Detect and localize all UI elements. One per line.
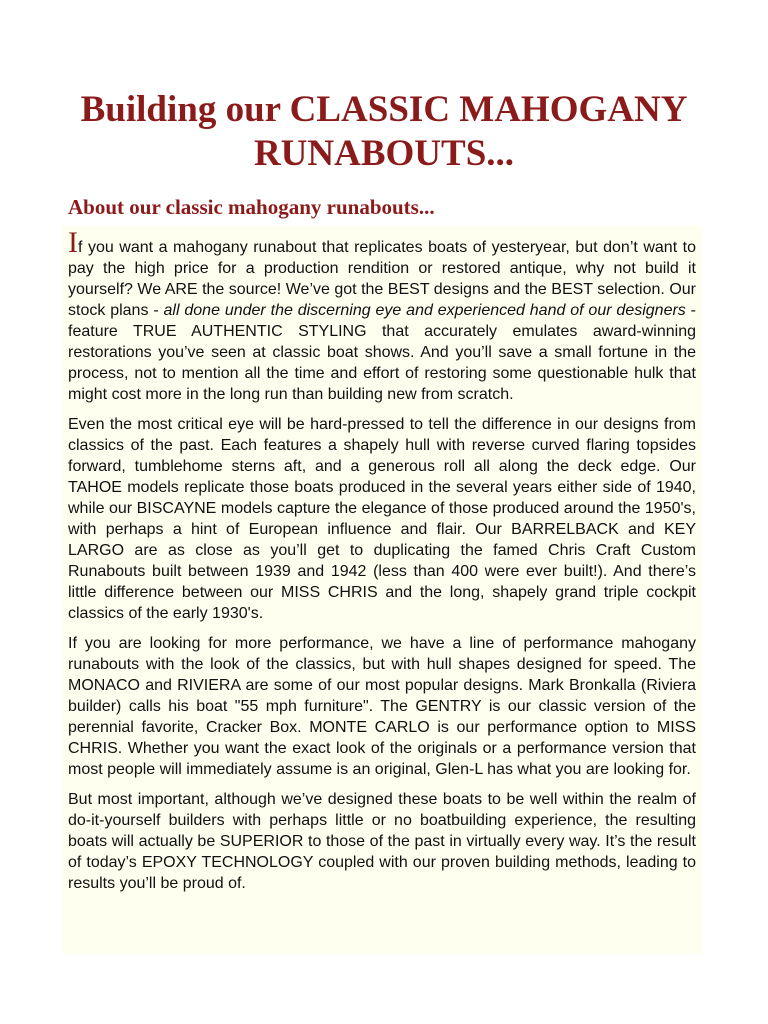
article-body [62, 226, 702, 954]
paragraph-intro-text-b: - feature TRUE AUTHENTIC STYLING that accurately emulates award-winning restorations you’ve seen at classic boat shows. And you’ll save a small fortune in the process, not to mention all the time and effort of restoring some questionable hulk that might cost more in the long run than building new from scratch. [68, 302, 696, 403]
paragraph-performance: If you are looking for more performance, we have a line of performance mahogany runabouts with the look of the classics, but with hull shapes designed for speed. The MONACO and RIVIERA are some of our most popular designs. Mark Bronkalla (Riviera builder) calls his boat "55 mph furniture". The GENTRY is our classic version of the perennial favorite, Cracker Box. MONTE CARLO is our performance option to MISS CHRIS. Whether you want the exact look of the originals or a performance version that most people will immediately assume is an original, Glen-L has what you are looking for. [68, 635, 696, 778]
paragraph-intro [68, 226, 696, 405]
paragraph-intro-emphasis: all done under the discerning eye and experienced hand of our designers [163, 302, 686, 319]
section-heading: About our classic mahogany runabouts... [68, 195, 435, 219]
paragraph-epoxy: But most important, although we’ve designed these boats to be well within the realm of do-it-yourself builders with perhaps little or no boatbuilding experience, the resulting boats will actually be SUPERIOR to those of the past in virtually every way. It’s the result of today’s EPOXY TECHNOLOGY coupled with our proven building methods, leading to results you’ll be proud of. [68, 791, 696, 892]
drop-cap: I [68, 226, 78, 259]
page-title: Building our CLASSIC MAHOGANY RUNABOUTS... [80, 89, 688, 174]
paragraph-intro-text-a: f you want a mahogany runabout that replicates boats of yesteryear, but don’t want to pay the high price for a production rendition or restored antique, why not build it yourself? We ARE the source! We’ve got the BEST designs and the BEST selection. Our stock plans - [68, 239, 696, 319]
paragraph-classic-designs: Even the most critical eye will be hard-pressed to tell the difference in our designs from classics of the past. Each features a shapely hull with reverse curved flaring topsides forward, tumblehome sterns aft, and a generous roll all along the deck edge. Our TAHOE models replicate those boats produced in the several years either side of 1940, while our BISCAYNE models capture the elegance of those produced around the 1950's, with perhaps a hint of European influence and flair. Our BARRELBACK and KEY LARGO are as close as you’ll get to duplicating the famed Chris Craft Custom Runabouts built between 1939 and 1942 (less than 400 were ever built!). And there’s little difference between our MISS CHRIS and the long, shapely grand triple cockpit classics of the early 1930's. [68, 416, 696, 622]
